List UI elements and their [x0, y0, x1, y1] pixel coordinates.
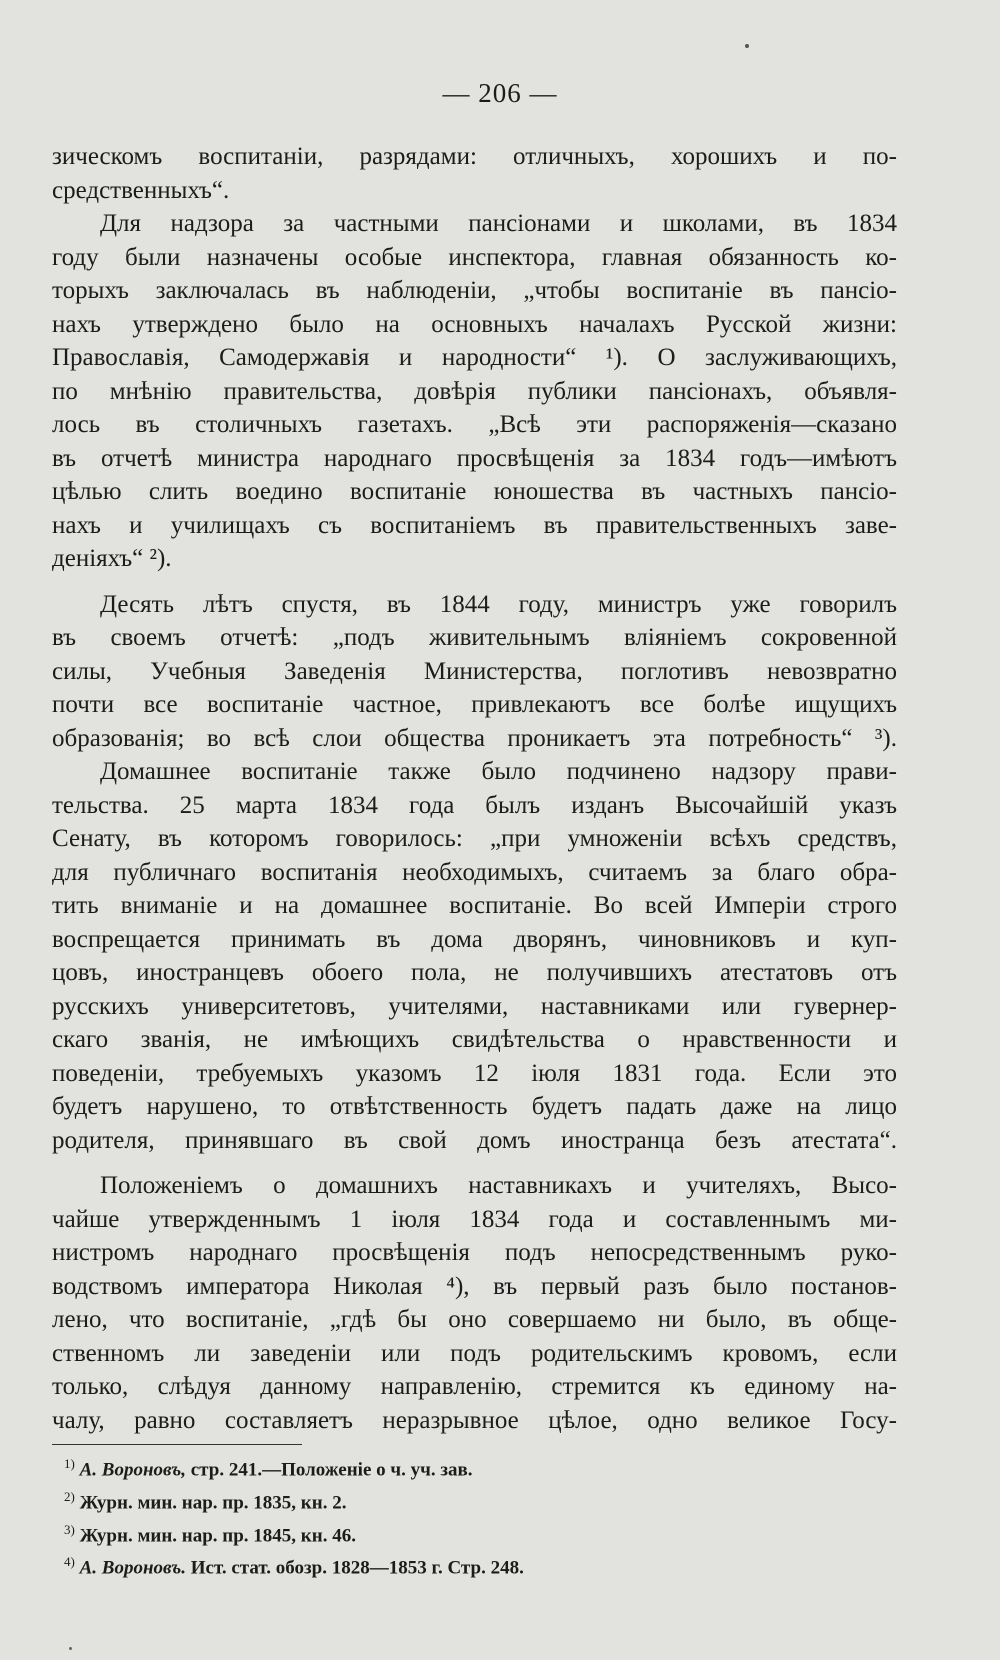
text-line: тить вниманіе и на домашнее воспитаніе. Во всей Имперіи строго	[52, 892, 897, 919]
text-line: поведеніи, требуемыхъ указомъ 12 іюля 1831 года. Если это	[52, 1059, 897, 1087]
text-line: въ своемъ отчетѣ: „подъ живительнымъ вліяніемъ сокровенной	[52, 624, 897, 651]
footnote-mark: 3)	[64, 1521, 75, 1537]
text-line: цовъ, иностранцевъ обоего пола, не получившихъ атестатовъ отъ	[52, 959, 897, 986]
footnote-text: Ист. стат. обозр. 1828—1853 г. Стр. 248.	[186, 1557, 524, 1579]
footnote-1	[64, 1451, 864, 1484]
speck-mark	[745, 44, 749, 48]
text-line: средственныхъ“.	[52, 176, 230, 204]
text-line: силы, Учебныя Заведенія Министерства, поглотивъ невозвратно	[52, 657, 897, 685]
speck-mark	[69, 1647, 72, 1650]
footnote-text: стр. 241.—Положеніе о ч. уч. зав.	[186, 1459, 473, 1481]
text-line: нахъ утверждено было на основныхъ началахъ Русской жизни:	[52, 310, 897, 338]
text-line: торыхъ заключалась въ наблюденіи, „чтобы воспитаніе въ пансіо-	[52, 277, 897, 304]
footnote-2	[64, 1484, 864, 1517]
text-line: скаго званія, не имѣющихъ свидѣтельства о нравственности и	[52, 1026, 897, 1053]
text-line: только, слѣдуя данному направленію, стремится къ единому на-	[52, 1373, 897, 1400]
paragraph-1	[52, 140, 897, 207]
text-line: почти все воспитаніе частное, привлекаютъ все болѣе ищущихъ	[52, 691, 897, 718]
text-line: будетъ нарушено, то отвѣтственность будетъ падать даже на лицо	[52, 1093, 897, 1120]
footnote-text: Журн. мин. нар. пр. 1835, кн. 2.	[74, 1492, 347, 1514]
footnote-4	[64, 1549, 864, 1582]
paragraph-3	[52, 588, 897, 756]
paragraph-5	[52, 1169, 897, 1437]
text-line: воспрещается принимать въ дома дворянъ, чиновниковъ и куп-	[52, 925, 897, 953]
text-line: для публичнаго воспитанія необходимыхъ, считаемъ за благо обра-	[52, 858, 897, 886]
footnote-mark: 2)	[64, 1488, 75, 1504]
paragraph-2	[52, 207, 897, 576]
text-line: лено, что воспитаніе, „гдѣ бы оно совершаемо ни было, въ обще-	[52, 1306, 897, 1333]
footnotes	[64, 1451, 864, 1582]
footnote-mark: 1)	[64, 1456, 75, 1471]
text-line: образованія; во всѣ слои общества проникаетъ эта потребность“ ³).	[52, 724, 897, 752]
text-line: по мнѣнію правительства, довѣрія публики пансіонахъ, объявля-	[52, 377, 897, 405]
text-line: зическомъ воспитаніи, разрядами: отличныхъ, хорошихъ и по-	[52, 143, 897, 170]
text-line: году были назначены особые инспектора, главная обязанность ко-	[52, 243, 897, 271]
text-line: Православія, Самодержавія и народности“ ¹). О заслуживающихъ,	[52, 344, 897, 371]
footnote-author: А. Вороновъ.	[79, 1557, 186, 1579]
text-line: Домашнее воспитаніе также было подчинено надзору прави-	[100, 758, 897, 785]
text-line: Положеніемъ о домашнихъ наставникахъ и учителяхъ, Высо-	[100, 1172, 897, 1199]
text-line: лось въ столичныхъ газетахъ. „Всѣ эти распоряженія—сказано	[52, 411, 897, 438]
text-line: русскихъ университетовъ, учителями, наставниками или гувернер-	[52, 992, 897, 1020]
paragraph-4	[52, 755, 897, 1157]
text-line: Для надзора за частными пансіонами и школами, въ 1834	[100, 210, 897, 237]
footnote-divider	[52, 1444, 302, 1445]
text-line: деніяхъ“ ²).	[52, 545, 172, 572]
text-line: Десять лѣтъ спустя, въ 1844 году, министръ уже говорилъ	[100, 590, 897, 618]
text-line: чалу, равно составляетъ неразрывное цѣлое, одно великое Госу-	[52, 1406, 897, 1434]
text-line: родителя, принявшаго въ свой домъ иностранца безъ атестата“.	[52, 1126, 897, 1154]
text-line: въ отчетѣ министра народнаго просвѣщенія за 1834 годъ—имѣютъ	[52, 444, 897, 472]
text-line: тельства. 25 марта 1834 года былъ изданъ Высочайшій указъ	[52, 791, 897, 819]
text-line: нахъ и училищахъ съ воспитаніемъ въ правительственныхъ заве-	[52, 511, 897, 539]
text-line: Сенату, въ которомъ говорилось: „при умноженіи всѣхъ средствъ,	[52, 825, 897, 852]
footnote-3	[64, 1517, 864, 1550]
text-line: чайше утвержденнымъ 1 іюля 1834 года и составленнымъ ми-	[52, 1205, 897, 1233]
footnote-author: А. Вороновъ,	[79, 1459, 186, 1481]
main-text	[52, 140, 897, 1437]
page-number: — 206 —	[442, 78, 558, 108]
text-line: нистромъ народнаго просвѣщенія подъ непосредственнымъ руко-	[52, 1239, 897, 1266]
text-line: водствомъ императора Николая ⁴), въ первый разъ было постанов-	[52, 1272, 897, 1300]
footnote-text: Журн. мин. нар. пр. 1845, кн. 46.	[74, 1524, 356, 1546]
footnote-mark: 4)	[64, 1554, 75, 1570]
text-line: ственномъ ли заведеніи или подъ родительскимъ кровомъ, если	[52, 1339, 897, 1367]
text-line: цѣлью слить воедино воспитаніе юношества въ частныхъ пансіо-	[52, 478, 897, 505]
